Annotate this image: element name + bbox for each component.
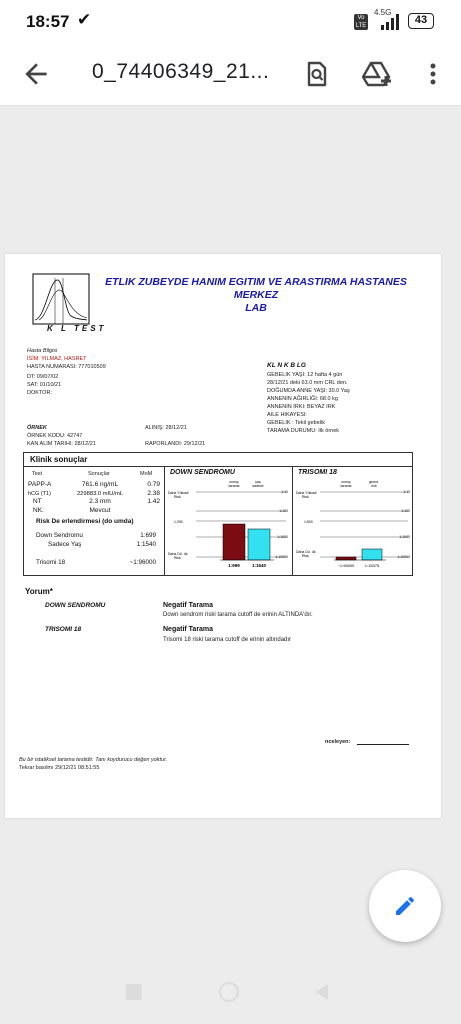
- blood-draw-date: KAN ALIM TARIHI: 28/12/21: [27, 441, 96, 447]
- patient-number: HASTA NUMARASI: 777010509: [27, 364, 106, 370]
- low-risk-label: Risk: [174, 556, 181, 560]
- chart-column-label: sonuç: [229, 480, 239, 484]
- add-to-drive-button[interactable]: [360, 57, 394, 91]
- tick-label: 1:100: [401, 509, 410, 513]
- chart-column-label: risk: [371, 484, 377, 488]
- chart-column-label: gecmi.: [368, 480, 380, 484]
- table-row: NK: Mevcut: [33, 506, 111, 514]
- logo-text: K L TEST: [47, 324, 107, 333]
- comment-result-down: Negatif Tarama: [163, 602, 214, 609]
- status-time: 18:57: [26, 12, 70, 31]
- system-nav-bar: [0, 968, 461, 1024]
- tick-label: 1:10: [403, 490, 410, 494]
- bar-value-label: ~1:96000: [337, 563, 355, 568]
- signature-line: [357, 744, 409, 745]
- chart-column-label: tarama: [340, 484, 352, 488]
- bar-age-risk: [248, 529, 270, 560]
- bar-value-label: 1:1540: [251, 563, 267, 568]
- comment-label-trisomy: TRISOMI 18: [45, 626, 82, 633]
- patient-name: İSİM: YILMAZ, HASRET: [27, 356, 87, 362]
- tick-label: 1:1000: [277, 535, 288, 539]
- comment-detail-trisomy: Trisomi 18 riski tarama cutoff de erinin altındadır: [163, 637, 292, 643]
- low-risk-label: Daha Dü. ük: [296, 550, 316, 554]
- chart-column-label: sonuç: [341, 480, 351, 484]
- comment-result-trisomy: Negatif Tarama: [163, 626, 214, 633]
- bar-background-risk: [362, 549, 382, 560]
- tick-label: 1:500: [304, 520, 313, 524]
- col-header-test: Test: [32, 471, 43, 477]
- bar-screening-risk: [223, 524, 245, 560]
- pregnancy-type: GEBELIK : Tekil gebelik: [267, 420, 325, 426]
- chart-column-label: yaş: [255, 480, 261, 484]
- sample-code: ÖRNEK KODU: 42747: [27, 433, 83, 439]
- volte-icon: Vo LTE: [355, 15, 367, 29]
- drive-add-icon: [362, 61, 392, 87]
- chart-column-label: tarama: [228, 484, 240, 488]
- pencil-icon: [393, 894, 417, 918]
- home-button[interactable]: [219, 982, 239, 1002]
- hospital-name: ETLIK ZUBEYDE HANIM EGITIM VE ARASTIRMA HASTANES MERKEZ LAB: [105, 276, 407, 314]
- down-syndrome-chart: [166, 477, 290, 575]
- comment-detail-down: Down sendrom riski tarama cutoff de erinin ALTINDA'dır.: [163, 612, 313, 618]
- report-date: RAPORLANDI: 29/12/21: [145, 441, 206, 447]
- patient-heading: Hasta Bilgisi: [27, 348, 58, 354]
- risk-row: Down Sendromu 1:699: [36, 532, 156, 539]
- app-bar: [0, 44, 461, 106]
- high-risk-label: Risk: [174, 495, 181, 499]
- tick-label: 1:10000: [397, 555, 410, 559]
- screening-status: TARAMA DURUMU: Ilk örnek: [267, 428, 340, 434]
- risk-row: Sadece Yaş 1:1540: [48, 541, 156, 548]
- down-chart-title: DOWN SENDROMU: [170, 469, 235, 476]
- signal-icon: [380, 14, 400, 30]
- mother-race: ANNENIN IRKI: BEYAZ IRK: [267, 404, 336, 410]
- received-date: ALINIŞ: 28/12/21: [145, 425, 187, 431]
- high-risk-label: Risk: [302, 495, 309, 499]
- mother-weight: ANNENIN AĞIRLIĞI: 68.0 kg: [267, 396, 338, 402]
- tick-label: 1:100: [279, 509, 288, 513]
- recents-button[interactable]: [126, 984, 142, 1000]
- risk-table: [36, 531, 156, 567]
- tick-label: 1:10000: [275, 555, 288, 559]
- search-document-button[interactable]: [300, 57, 334, 91]
- trisomy-18-chart: [294, 477, 412, 575]
- reviewer-label: nceleyen:: [325, 739, 351, 745]
- table-row: PAPP-A 761.6 ng/mL 0.79: [28, 481, 160, 488]
- clinical-results-box: [23, 452, 413, 576]
- bar-value-label: 1:15375: [364, 563, 380, 568]
- bar-value-label: 1:699: [228, 563, 240, 568]
- chart-column-label: sadece: [252, 484, 264, 488]
- low-risk-label: Daha Dü. ük: [168, 552, 188, 556]
- document-title: 0_74406349_21...: [92, 60, 270, 83]
- comment-label-down: DOWN SENDROMU: [45, 602, 106, 609]
- risk-heading: Risk De erlendirmesi (do umda): [36, 518, 134, 525]
- sample-heading: ÖRNEK: [27, 425, 47, 431]
- divider: [292, 467, 293, 575]
- back-arrow-icon[interactable]: [20, 58, 52, 90]
- high-risk-label: Daha Yüksek: [296, 491, 317, 495]
- risk-row: Trisomi 18 ~1:96000: [36, 559, 156, 566]
- divider: [164, 467, 165, 575]
- patient-doctor: DOKTOR:: [27, 390, 52, 396]
- table-row: hCG (T1) 229883.0 mIU/mL 2.38: [28, 489, 160, 497]
- bar-screening-risk: [336, 557, 356, 560]
- clinical-results-title: Klinik sonuçlar: [24, 453, 412, 467]
- low-risk-label: Risk: [302, 554, 309, 558]
- check-icon: ✔: [77, 10, 92, 29]
- edit-button[interactable]: [369, 870, 441, 942]
- results-table: [28, 481, 162, 515]
- trisomy-chart-title: TRISOMI 18: [298, 469, 337, 476]
- family-history: AILE HIKAYESI:: [267, 412, 307, 418]
- status-bar: [0, 0, 461, 44]
- col-header-mom: MoM: [140, 471, 153, 477]
- footer-note: Bu bir istatiksel tarama testidir. Tanı koydurucu değen yoktur.: [19, 757, 168, 763]
- mother-age: DOĞUMDA ANNE YAŞI: 30.0 Yaş: [267, 388, 350, 394]
- high-risk-label: Daha Yüksek: [168, 491, 189, 495]
- printed-timestamp: Tekrar basılmı 29/12/21 08:51:55: [19, 765, 100, 771]
- search-document-icon: [305, 61, 329, 87]
- clinical-info-heading: KL N K B LG: [267, 362, 306, 369]
- network-type: 4.5G: [374, 8, 392, 17]
- tick-label: 1:10: [281, 490, 288, 494]
- more-options-button[interactable]: [416, 57, 450, 91]
- patient-sat: SAT: 01/10/21: [27, 382, 62, 388]
- comments-heading: Yorum*: [25, 587, 53, 596]
- crl-measurement: 28/12/21 deki 63.0 mm CRL den.: [267, 380, 348, 386]
- more-vert-icon: [430, 63, 436, 85]
- back-button[interactable]: [314, 983, 330, 1001]
- tick-label: 1:250: [174, 520, 183, 524]
- document-page: [5, 254, 441, 818]
- tick-label: 1:1000: [399, 535, 410, 539]
- battery-icon: 43: [408, 13, 434, 29]
- col-header-result: Sonuçlar: [88, 471, 110, 477]
- table-row: NT 2.3 mm 1.42: [33, 498, 160, 505]
- gestational-age: GEBELIK YAŞI: 12 hafta 4 gün: [267, 372, 343, 378]
- patient-dt: DT: 09/07/02: [27, 374, 59, 380]
